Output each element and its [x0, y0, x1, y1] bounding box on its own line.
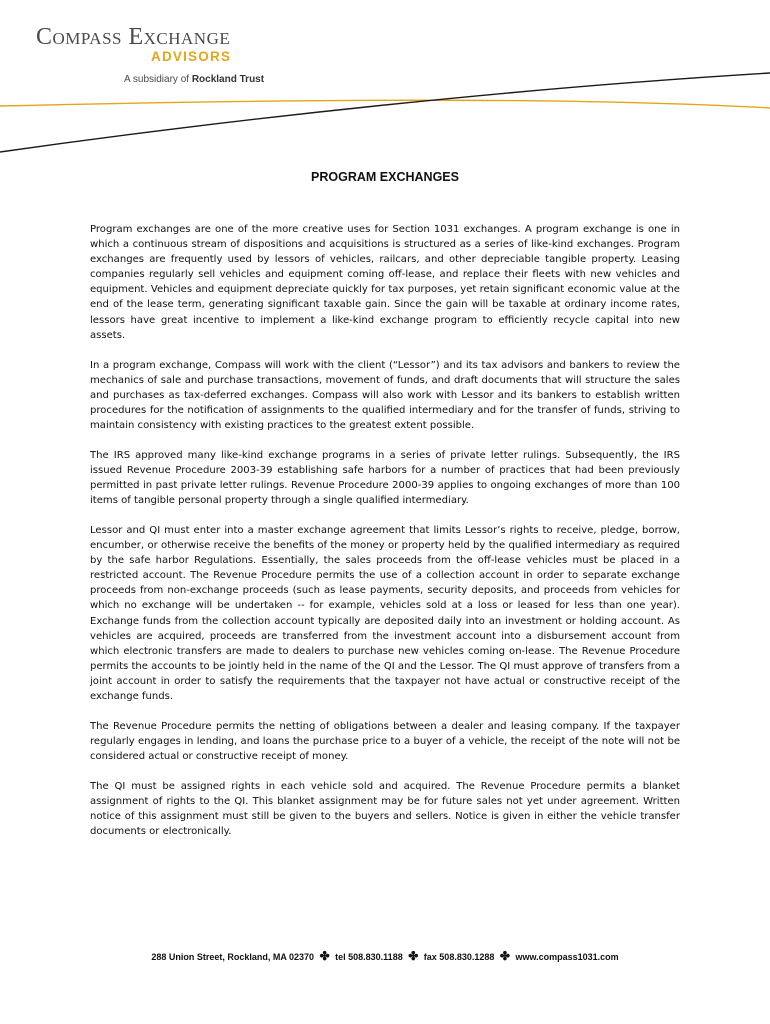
gold-swoosh-line [0, 100, 770, 108]
tagline-brand: Rockland Trust [191, 74, 265, 85]
company-logo-subtitle: ADVISORS [151, 49, 232, 64]
company-logo-name: Compass Exchange [36, 24, 231, 50]
letterhead [0, 0, 770, 160]
paragraph: Lessor and QI must enter into a master exchange agreement that limits Lessor’s rights to receive, pledge, borrow, encumber, or otherwise receive the benefits of the money or property held by the qualified intermediary as required by the safe harbor Regulations. Essentially, the sales proceeds from the off-lease vehicles must be placed in a restricted account. The Revenue Procedure permits the use of a collection account in order to separate exchange proceeds from non-exchange proceeds (such as lease payments, security deposits, and proceeds from vehicles for which no exchange will be undertaken -- for example, vehicles sold at a loss or leased for less than one year). Exchange funds from the collection account typically are deposited daily into an investment or holding account. As vehicles are acquired, proceeds are transferred from the investment account into a disbursement account from which electronic transfers are made to dealers to purchase new vehicles coming on-lease. The Revenue Procedure permits the accounts to be jointly held in the name of the QI and the Lessor. The QI must approve of transfers from a joint account in order to satisfy the requirements that the taxpayer not have actual or constructive receipt of the exchange funds. [90, 524, 680, 703]
footer-fax: fax 508.830.1288 [423, 952, 495, 962]
document-body [90, 222, 680, 854]
footer-phone: tel 508.830.1188 [335, 952, 403, 962]
paragraph: The QI must be assigned rights in each vehicle sold and acquired. The Revenue Procedure permits a blanket assignment of rights to the QI. This blanket assignment may be for future sales not yet under agreement. Written notice of this assignment must still be given to the buyers and sellers. Notice is given in either the vehicle transfer documents or electronically. [90, 780, 680, 838]
footer-website: www.compass1031.com [515, 952, 619, 962]
paragraph: Program exchanges are one of the more creative uses for Section 1031 exchanges. A program exchange is one in which a continuous stream of dispositions and acquisitions is structured as a series of like-kind exchanges. Program exchanges are frequently used by lessors of vehicles, railcars, and other depreciable tangible property. Leasing companies regularly sell vehicles and equipment coming off-lease, and replace their fleets with new vehicles and equipment. Vehicles and equipment depreciate quickly for tax purposes, yet retain significant economic value at the end of the lease term, generating significant taxable gain. Since the gain will be taxable at ordinary income rates, lessors have great incentive to implement a like-kind exchange program to efficiently recycle capital into new assets. [90, 224, 680, 341]
separator-icon: ✤ [499, 949, 510, 963]
separator-icon: ✤ [319, 949, 330, 963]
footer-address: 288 Union Street, Rockland, MA 02370 [151, 952, 315, 962]
page-title: PROGRAM EXCHANGES [311, 170, 459, 184]
separator-icon: ✤ [408, 949, 419, 963]
paragraph: The Revenue Procedure permits the netting of obligations between a dealer and leasing company. If the taxpayer regularly engages in lending, and loans the purchase price to a buyer of a vehicle, the receipt of the note will not be considered actual or constructive receipt of money. [90, 720, 680, 763]
footer-contact [0, 949, 770, 963]
tagline-prefix: A subsidiary of [124, 74, 190, 85]
black-swoosh-line [0, 73, 770, 152]
paragraph: In a program exchange, Compass will work with the client (“Lessor”) and its tax advisors and bankers to review the mechanics of sale and purchase transactions, movement of funds, and draft documents that will structure the sales and purchases as tax-deferred exchanges. Compass will also work with Lessor and its bankers to establish written procedures for the notification of assignments to the qualified intermediary and for the transfer of funds, striving to maintain consistency with existing practices to the greatest extent possible. [90, 359, 680, 431]
company-tagline [124, 74, 264, 85]
paragraph: The IRS approved many like-kind exchange programs in a series of private letter rulings. Subsequently, the IRS issued Revenue Procedure 2003-39 establishing safe harbors for a number of practices that had been previously permitted in past private letter rulings. Revenue Procedure 2000-39 applies to ongoing exchanges of more than 100 items of tangible personal property through a single qualified intermediary. [90, 449, 680, 507]
